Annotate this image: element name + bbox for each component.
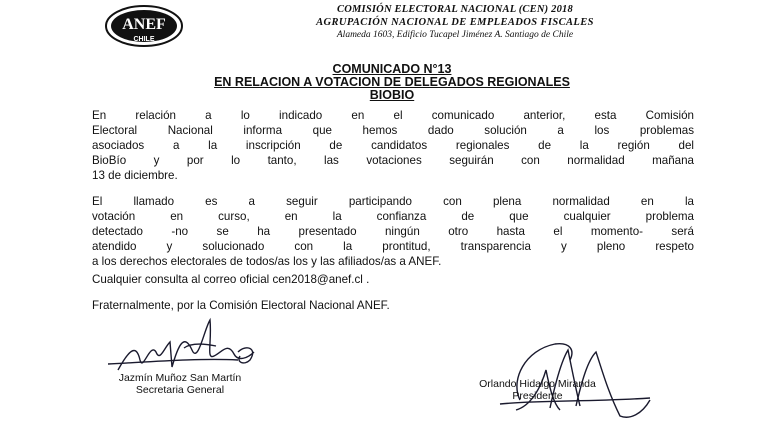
paragraph-line: atendido y solucionado con la prontitud, transparencia y pleno respeto (92, 240, 694, 253)
closing-text: Fraternalmente, por la Comisión Electoral Nacional ANEF. (92, 299, 390, 312)
contact-text: Cualquier consulta al correo oficial cen2018@anef.cl . (92, 273, 370, 286)
paragraph-line: 13 de diciembre. (92, 169, 178, 182)
svg-text:CHILE: CHILE (133, 36, 155, 43)
letterhead-line-1: COMISIÓN ELECTORAL NACIONAL (CEN) 2018 (337, 4, 573, 15)
contact-line (92, 272, 694, 287)
signatory-left-role: Secretaria General (135, 384, 225, 396)
paragraph-line: BioBío y por lo tanto, las votaciones seguirán con normalidad mañana (92, 154, 694, 167)
paragraph-line: a los derechos electorales de todos/as los y las afiliados/as a ANEF. (92, 255, 442, 268)
signatory-left-name: Jazmín Muñoz San Martín (118, 372, 242, 384)
paragraph-line: detectado -no se ha presentado ningún otro hasta el momento- será (92, 225, 694, 238)
document-region: BIOBIO (369, 88, 415, 102)
anef-logo (104, 4, 184, 48)
paragraph-line: votación en curso, en la confianza de que cualquier problema (92, 210, 694, 223)
signatory-right-name: Orlando Hidalgo Miranda (479, 378, 596, 390)
paragraph-line: Electoral Nacional informa que hemos dado solución a los problemas (92, 124, 694, 137)
paragraph-2 (92, 194, 694, 269)
signatory-right-role: Presidente (512, 390, 563, 402)
document-title: COMUNICADO N°13 (332, 62, 452, 76)
letterhead-line-2: AGRUPACIÓN NACIONAL DE EMPLEADOS FISCALES (316, 17, 594, 28)
paragraph-line: asociados a la inscripción de candidatos regionales de la región del (92, 139, 694, 152)
closing-line (92, 298, 694, 313)
paragraph-line: En relación a lo indicado en el comunicado anterior, esta Comisión (92, 109, 694, 122)
paragraph-line: El llamado es a seguir participando con plena normalidad en la (92, 195, 694, 208)
svg-text:ANEF: ANEF (122, 16, 166, 33)
letterhead-address: Alameda 1603, Edificio Tucapel Jiménez A. Santiago de Chile (336, 30, 574, 40)
document-subtitle: EN RELACION A VOTACION DE DELEGADOS REGIONALES (214, 75, 570, 89)
paragraph-1 (92, 108, 694, 183)
